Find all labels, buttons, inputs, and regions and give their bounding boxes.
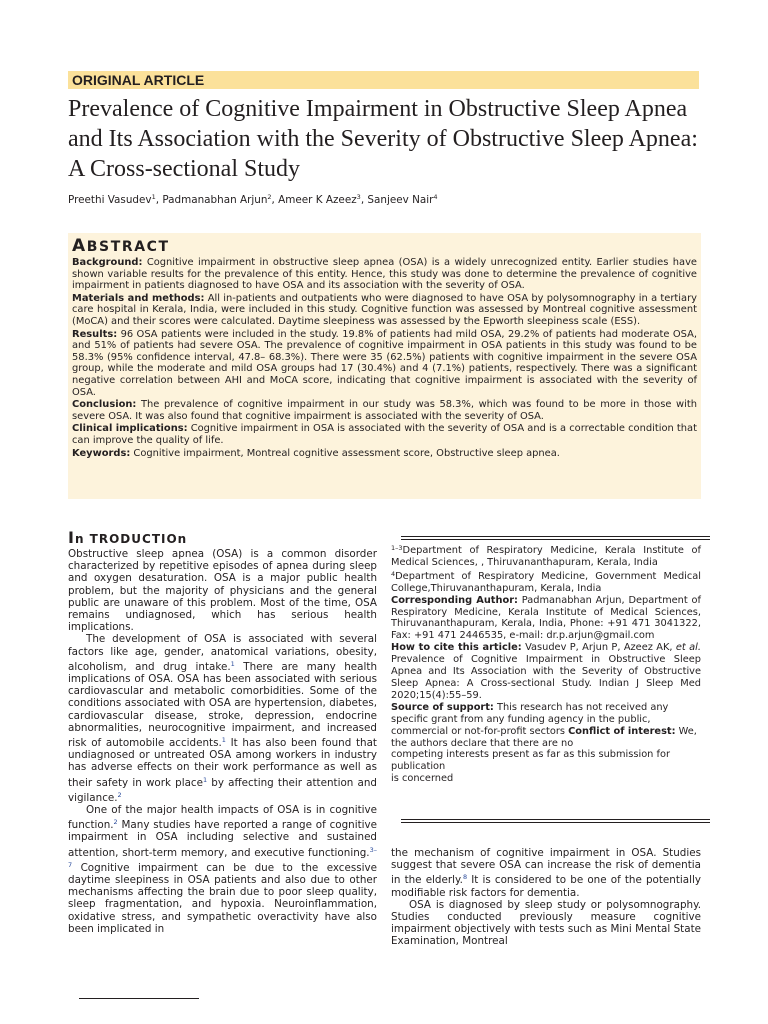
conflict-line: is concerned	[391, 773, 454, 785]
abstract-keywords: Keywords: Cognitive impairment, Montreal cognitive assessment score, Obstructive sleep apnea.	[72, 447, 560, 459]
abstract-background: Background: Cognitive impairment in obstructive sleep apnea (OSA) is a widely unrecognized entity. Earlier studies have shown variable results for the prevalence of this entity. Hence, this study was done to determine the prevalence of cognitive impairment in patients diagnosed to have OSA and its association with the severity of OSA.	[72, 257, 697, 292]
article-title: Prevalence of Cognitive Impairment in Obstructive Sleep Apnea and Its Association with the Severity of Obstructive Sleep Apnea: A Cross-sectional Study	[68, 96, 698, 182]
intro-paragraph: The development of OSA is associated with several factors like age, gender, anatomical variations, obesity, alcoholism, and drug intake.$^1$ There are many health implications of OSA. OSA has been associated with serious cardiovascular and metabolic comorbidities. Some of the conditions associated with OSA are hypertension, diabetes, cardiovascular disease, stroke, depression, endocrine abnormalities, neurocognitive impairment, and increased risk of automobile accidents.$^1$ It has also been found that undiagnosed or untreated OSA among workers in industry has adverse effects on their work performance as well as their safety in work place$^1$ by affecting their attention and vigilance.$^2$	[68, 633, 377, 804]
article-notes	[391, 543, 701, 785]
introduction-body-continued	[391, 847, 701, 948]
author-name: Padmanabhan Arjun	[162, 194, 268, 206]
article-type-badge: ORIGINAL ARTICLE	[68, 71, 699, 89]
conflict-line: competing interests present as far as this submission for publication	[391, 749, 670, 773]
notes-top-rule	[401, 536, 710, 537]
author-name: Sanjeev Nair	[367, 194, 434, 206]
author-name: Preethi Vasudev	[68, 194, 152, 206]
citation-link[interactable]: 1	[221, 736, 226, 745]
citation-link[interactable]: 1	[202, 775, 208, 784]
author-affiliation-mark: 2	[267, 193, 272, 201]
author-name: Ameer K Azeez	[278, 194, 357, 206]
citation-link[interactable]: 1	[230, 659, 235, 668]
footnote-rule	[79, 998, 199, 999]
abstract-heading: ABSTRACT	[72, 236, 170, 256]
intro-paragraph: Obstructive sleep apnea (OSA) is a common disorder characterized by repetitive episodes of apnea during sleep and oxygen desaturation. OSA is a major public health problem, but the majority of physicians and the general public are unaware of this problem. Most of the time, OSA remains undiagnosed, which has serious health implications.	[68, 548, 377, 634]
citation-link[interactable]: 8	[462, 873, 468, 882]
introduction-body	[68, 548, 377, 935]
notes-top-rule-2	[401, 539, 710, 540]
affiliation-2: $^4$Department of Respiratory Medicine, Government Medical College,Thiruvananthapuram, Kerala, India	[391, 569, 701, 594]
affiliation-1: $^{1-3}$Department of Respiratory Medicine, Kerala Institute of Medical Sciences, , Thiruvananthapuram, Kerala, India	[391, 544, 701, 568]
abstract-results: Results: 96 OSA patients were included in the study. 19.8% of patients had mild OSA, 29.2% of patients had moderate OSA, and 51% of patients had severe OSA. The prevalence of cognitive impairment in OSA patients in this study was found to be 58.3% (95% confidence interval, 47.8– 68.3%). There were 35 (62.5%) patients with cognitive impairment in the severe OSA group, while the moderate and mild OSA groups had 17 (30.4%) and 4 (7.1%) patients, respectively. There was a significant negative correlation between AHI and MoCA score, indicating that cognitive impairment is associated with the severity of OSA.	[72, 328, 697, 398]
citation-link[interactable]: 2	[117, 790, 122, 799]
citation-link[interactable]: 3–7	[68, 845, 377, 869]
corresponding-author: Corresponding Author: Padmanabhan Arjun, Department of Respiratory Medicine, Kerala Institute of Medical Sciences, Thiruvananthapuram, Kerala, India, Phone: +91 471 3041322, Fax: +91 471 2446535, e-mail: dr.p.arjun@gmail.com	[391, 594, 701, 642]
abstract-conclusion: Conclusion: The prevalence of cognitive impairment in our study was 58.3%, which was found to be more in those with severe OSA. It was also found that cognitive impairment is associated with the severity of OSA.	[72, 399, 697, 422]
abstract-clinical-implications: Clinical implications: Cognitive impairment in OSA is associated with the severity of OSA and is a correctable condition that can improve the quality of life.	[72, 423, 697, 446]
notes-bottom-rule	[401, 819, 710, 820]
intro-paragraph: the mechanism of cognitive impairment in OSA. Studies suggest that severe OSA can increase the risk of dementia in the elderly.$^8$ It is considered to be one of the potentially modifiable risk factors for dementia.	[391, 847, 701, 899]
introduction-heading: In TRODUCTIOn	[68, 528, 188, 547]
abstract-box	[68, 233, 701, 499]
notes-bottom-rule-2	[401, 822, 710, 823]
abstract-methods: Materials and methods: All in-patients and outpatients who were diagnosed to have OSA by polysomnography in a tertiary care hospital in Kerala, India, were included in this study. Cognitive function was assessed by Montreal cognitive assessment (MoCA) and their scores were calculated. Daytime sleepiness was assessed by the Epworth sleepiness scale (ESS).	[72, 292, 697, 327]
intro-paragraph: OSA is diagnosed by sleep study or polysomnography. Studies conducted previously measure cognitive impairment objectively with tests such as Mini Mental State Examination, Montreal	[391, 898, 701, 948]
citation-note: How to cite this article: Vasudev P, Arjun P, Azeez AK, et al. Prevalence of Cognitive Impairment in Obstructive Sleep Apnea and Its Association with the Severity of Obstructive Sleep Apnea: A Cross-sectional Study. Indian J Sleep Med 2020;15(4):55–59.	[391, 642, 702, 701]
author-list: Preethi Vasudev$^1$, Padmanabhan Arjun$^2$, Ameer K Azeez$^3$, Sanjeev Nair$^4$	[68, 193, 438, 206]
author-affiliation-mark: 1	[151, 193, 156, 201]
author-affiliation-mark: 4	[433, 193, 438, 201]
citation-link[interactable]: 2	[113, 818, 118, 827]
author-affiliation-mark: 3	[356, 193, 361, 201]
intro-paragraph: One of the major health impacts of OSA is in cognitive function.$^2$ Many studies have reported a range of cognitive impairment in OSA including selective and sustained attention, short-term memory, and executive functioning.$^{3-7}$ Cognitive impairment can be due to the excessive daytime sleepiness in OSA patients and also due to other mechanisms affecting the brain due to poor sleep quality, sleep fragmentation, and hypoxia. Neuroinflammation, oxidative stress, and sympathetic overactivity have also been implicated in	[68, 804, 377, 935]
source-of-support: Source of support: This research has not received any specific grant from any funding agency in the public, commercial or not-for-profit sectors Conflict of interest: We, the authors declare that there are no	[391, 701, 697, 749]
